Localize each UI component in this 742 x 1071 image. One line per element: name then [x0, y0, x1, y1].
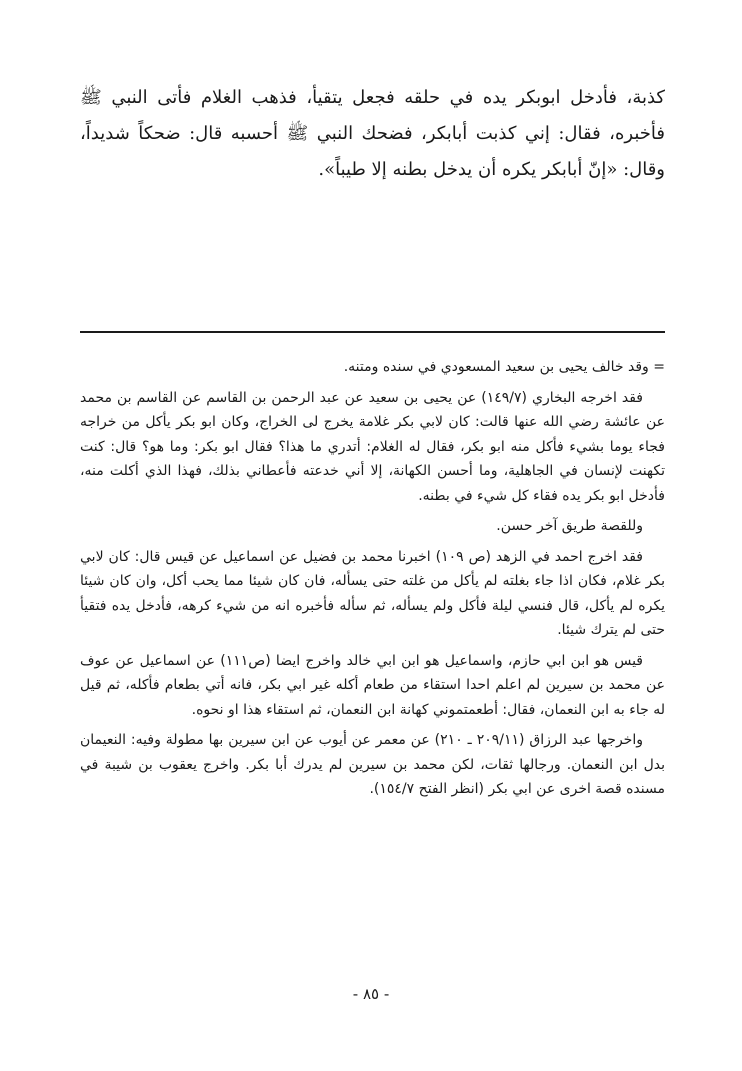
footnotes: [80, 355, 665, 808]
footnote-paragraph: قيس هو ابن ابي حازم، واسماعيل هو ابن ابي خالد واخرج ايضا (ص١١١) عن اسماعيل عن عوف عن محمد بن سيرين لم اعلم احدا استقاء من طعام أكله غير ابي بكر، فانه أتي بطعام فأكله، ثم قيل له جاء به ابن النعمان، فقال: أطعمتموني كهانة ابن النعمان، ثم استقاء هذا او نحوه.: [80, 652, 665, 718]
page-number: - ٨٥ -: [352, 985, 390, 1003]
footnote-paragraph: فقد اخرج احمد في الزهد (ص ١٠٩) اخبرنا محمد بن فضيل عن اسماعيل عن قيس قال: كان لابي بكر غلام، فكان اذا جاء بغلته لم يأكل من غلته حتى يسأله، فان كان شيئا مما يحب أكل، وان كان شيئا يكره لم يأكل، قال فنسي ليلة فأكل ولم يسأله، ثم سأله فأخبره انه من شيء كرهه، فأدخل يده فتقيأ حتى لم يترك شيئا.: [80, 548, 665, 638]
footnote-paragraph: فقد اخرجه البخاري (١٤٩/٧) عن يحيى بن سعيد عن عبد الرحمن بن القاسم عن القاسم بن محمد عن عائشة رضي الله عنها قالت: كان لابي بكر غلامة يخرج لى الخراج، وكان ابو بكر يأكل من خراجه فجاء يوما بشيء فأكل منه ابو بكر، فقال له الغلام: أتدري ما هذا؟ فقال ابو بكر: وما هو؟ قال: كنت تكهنت لإنسان في الجاهلية، وما أحسن الكهانة، إلا أني خدعته فأعطاني بذلك، فهذا الذي أكلت منه، فأدخل ابو بكر يده فقاء كل شيء في بطنه.: [80, 389, 665, 504]
footnote-separator: [80, 331, 665, 333]
footnote-paragraph: = وقد خالف يحيى بن سعيد المسعودي في سنده ومتنه.: [343, 359, 665, 375]
main-paragraph: كذبة، فأدخل ابوبكر يده في حلقه فجعل يتقيأ، فذهب الغلام فأتى النبي ﷺ فأخبره، فقال: إني كذبت أبابكر، فضحك النبي ﷺ أحسبه قال: ضحكاً شديداً، وقال: «إنّ أبابكر يكره أن يدخل بطنه إلا طيباً».: [80, 87, 665, 180]
main-text: [80, 80, 665, 188]
footnote-paragraph: واخرجها عبد الرزاق (٢٠٩/١١ ـ ٢١٠) عن معمر عن أيوب عن ابن سيرين بها مطولة وفيه: النعيمان بدل ابن النعمان. ورجالها ثقات، لكن محمد بن سيرين لم يدرك أبا بكر. واخرج يعقوب بن شيبة في مسنده قصة اخرى عن ابي بكر (انظر الفتح ١٥٤/٧).: [80, 732, 665, 797]
footnote-paragraph: وللقصة طريق آخر حسن.: [496, 518, 643, 534]
